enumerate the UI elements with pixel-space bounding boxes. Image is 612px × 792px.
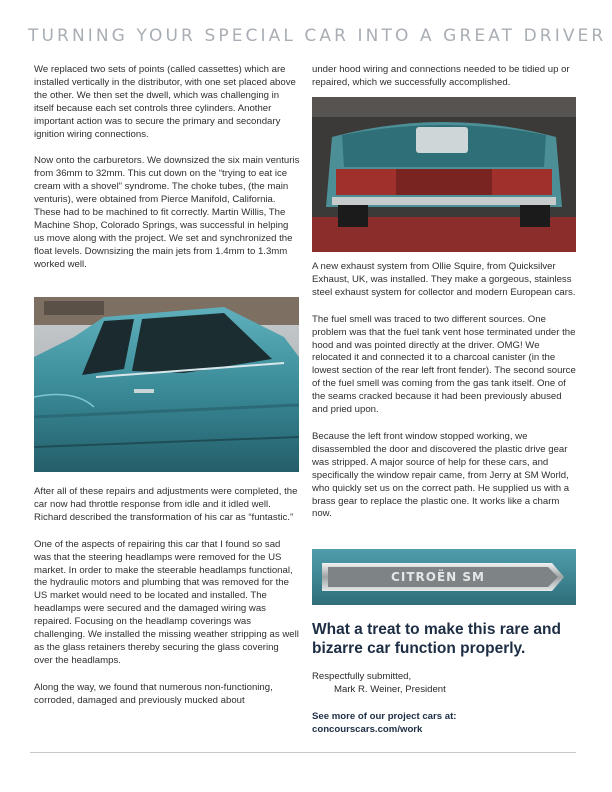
right-column-middle	[312, 261, 578, 535]
signoff	[312, 671, 582, 697]
left-column	[34, 64, 300, 286]
footer-divider	[30, 752, 576, 753]
left-column-lower	[34, 486, 300, 722]
paragraph-repairs: After all of these repairs and adjustments were completed, the car now had throttle response from idle and it idled well. Richard described the transformation of his car as “funtastic.”	[34, 486, 298, 523]
paragraph-window: Because the left front window stopped working, we disassembled the door and discovered the plastic drive gear was stripped. A major source of help for these cars, and specifically the window repair came, from Jerry at SM World, who quickly set us on the correct path. He supplied us with a brass gear to replace the plastic one. It works like a charm now.	[312, 430, 570, 520]
paragraph-headlamps: One of the aspects of repairing this car that I found so sad was that the steering headlamps were removed for the US market. In order to make the steerable headlamps functional, the hydraulic motors and plumbing that was removed for the US market would need to be located and installed. The headlamps were secured and the damaged wiring was repaired. Focusing on the headlamp coverings was challenging. We installed the missing weather stripping as well as the glass retainers thereby securing the glass covering over the headlamps.	[34, 538, 299, 666]
paragraph-along-the-way: Along the way, we found that numerous non-functioning, corroded, damaged and previously mucked about	[34, 681, 273, 706]
badge-text: CITROËN SM	[391, 570, 485, 584]
closing-headline: What a treat to make this rare and bizarre car function properly.	[312, 621, 561, 657]
paragraph-points: We replaced two sets of points (called cassettes) which are installed vertically in the distributor, with one set placed above the other. We then set the dwell, which was challenging in itself because each set controls three cylinders. Another important action was to secure the primary and secondary ignition wiring connections.	[34, 64, 296, 140]
photo-car-side	[34, 297, 299, 472]
paragraph-fuel-smell: The fuel smell was traced to two different sources. One problem was that the fuel tank vent hose terminated under the hood and was pointed directly at the driver. OMG! We relocated it and connected it to a charcoal canister (in the lowest section of the rear left front fender). The second source of the fuel smell was coming from the gas tank itself. One of the seams cracked because it had been previously abused and pried upon.	[312, 313, 576, 416]
signature-name: Mark R. Weiner, President	[334, 683, 446, 695]
more-projects	[312, 711, 582, 737]
photo-citroen-badge	[312, 549, 576, 605]
page-header-title: TURNING YOUR SPECIAL CAR INTO A GREAT DRIVER	[28, 26, 607, 46]
more-link[interactable]: concourscars.com/work	[312, 723, 423, 735]
paragraph-wiring: under hood wiring and connections needed to be tidied up or repaired, which we successfully accomplished.	[312, 64, 570, 88]
paragraph-carburetors: Now onto the carburetors. We downsized the six main venturis from 36mm to 32mm. This cut down on the “trying to eat ice cream with a shovel” syndrome. The choke tubes, (the main venturis), were obtained from Pierce Manifold, California. These had to be machined to fit correctly. Martin Willis, The Machine Shop, Colorado Springs, was successful in helping us move along with the project. We set and synchronized the float levels. Downsizing the main jets from 1.4mm to 1.3mm worked well.	[34, 155, 300, 270]
salutation: Respectfully submitted,	[312, 671, 412, 682]
photo-car-rear	[312, 97, 576, 252]
more-label: See more of our project cars at:	[312, 711, 457, 722]
paragraph-exhaust: A new exhaust system from Ollie Squire, from Quicksilver Exhaust, UK, was installed. They make a gorgeous, stainless steel exhaust system for collector and modern European cars.	[312, 261, 576, 298]
